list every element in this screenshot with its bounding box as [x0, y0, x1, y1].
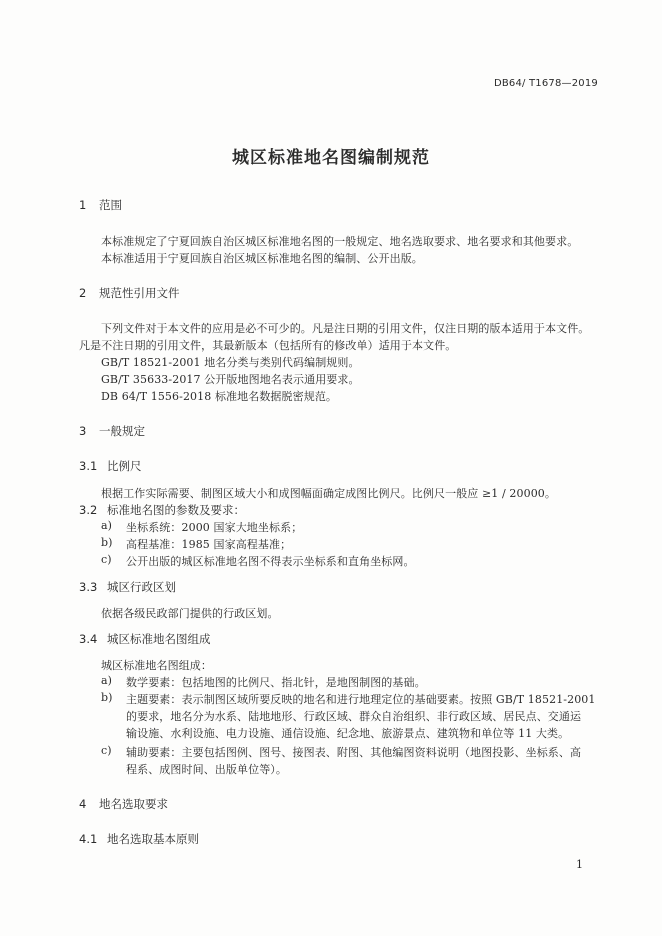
list-item-continuation: 的要求，地名分为水系、陆地地形、行政区域、群众自治组织、非行政区域、居民点、交通运 [126, 710, 582, 723]
section-3-4-intro: 城区标准地名图组成： [101, 659, 212, 672]
section-4-heading [79, 796, 168, 812]
section-title: 一般规定 [99, 424, 145, 438]
section-title: 范围 [99, 198, 122, 212]
section-4-1-heading [79, 831, 199, 847]
section-number: 3 [79, 424, 87, 438]
reference-item: GB/T 35633-2017 公开版地图地名表示通用要求。 [101, 373, 360, 386]
section-title: 城区标准地名图组成 [107, 632, 211, 646]
section-3-heading [79, 423, 145, 439]
section-2-paragraph-line-1: 下列文件对于本文件的应用是必不可少的。凡是注日期的引用文件，仅注日期的版本适用于本文件。 [101, 322, 590, 335]
section-1-paragraph-1: 本标准规定了宁夏回族自治区城区标准地名图的一般规定、地名选取要求、地名要求和其他要求。 [101, 235, 579, 248]
section-1-paragraph-2: 本标准适用于宁夏回族自治区城区标准地名图的编制、公开出版。 [101, 252, 423, 265]
list-item-continuation: 输设施、水利设施、电力设施、通信设施、纪念地、旅游景点、建筑物和单位等 11 大类。 [126, 727, 570, 740]
section-3-4-heading [79, 631, 211, 647]
list-item-label: c) [101, 744, 112, 757]
list-item-text: 辅助要素：主要包括图例、图号、接图表、附图、其他编图资料说明（地图投影、坐标系、高 [126, 746, 582, 759]
list-item-text: 公开出版的城区标准地名图不得表示坐标系和直角坐标网。 [126, 555, 415, 568]
list-item-label: b) [101, 691, 113, 704]
list-item-continuation: 程系、成图时间、出版单位等）。 [126, 763, 287, 776]
section-number: 3.2 [79, 503, 98, 517]
section-number: 1 [79, 198, 87, 212]
section-number: 3.1 [79, 459, 98, 473]
section-number: 2 [79, 286, 87, 300]
section-3-1-heading [79, 458, 142, 474]
section-3-3-heading [79, 579, 176, 595]
section-title: 城区行政区划 [107, 580, 176, 594]
section-number: 4 [79, 797, 87, 811]
list-item-label: c) [101, 553, 112, 566]
section-number: 3.3 [79, 580, 98, 594]
list-item-label: a) [101, 674, 113, 687]
section-3-3-paragraph: 依据各级民政部门提供的行政区划。 [101, 607, 279, 620]
section-title: 标准地名图的参数及要求： [107, 503, 245, 517]
section-1-heading [79, 197, 122, 213]
section-title: 地名选取基本原则 [107, 832, 199, 846]
section-number: 4.1 [79, 832, 98, 846]
list-item-text: 主题要素：表示制图区域所要反映的地名和进行地理定位的基础要素。按照 GB/T 18521-2001 [126, 693, 596, 706]
section-3-2-heading [79, 502, 245, 518]
document-title: 城区标准地名图编制规范 [232, 148, 430, 168]
list-item-text: 坐标系统：2000 国家大地坐标系； [126, 521, 303, 534]
document-number: DB64/ T1678—2019 [493, 78, 598, 89]
section-title: 比例尺 [107, 459, 142, 473]
list-item-label: b) [101, 536, 113, 549]
section-title: 地名选取要求 [99, 797, 168, 811]
section-2-paragraph-line-2: 凡是不注日期的引用文件，其最新版本（包括所有的修改单）适用于本文件。 [79, 339, 457, 352]
section-3-1-paragraph: 根据工作实际需要、制图区域大小和成图幅面确定成图比例尺。比例尺一般应 ≥1 / 20000。 [101, 487, 557, 500]
list-item-label: a) [101, 519, 113, 532]
page-number: 1 [576, 858, 583, 871]
reference-item: GB/T 18521-2001 地名分类与类别代码编制规则。 [101, 356, 360, 369]
list-item-text: 高程基准：1985 国家高程基准； [126, 538, 292, 551]
section-2-heading [79, 285, 180, 301]
reference-item: DB 64/T 1556-2018 标准地名数据脱密规范。 [101, 390, 338, 403]
list-item-text: 数学要素：包括地图的比例尺、指北针，是地图制图的基础。 [126, 676, 426, 689]
section-title: 规范性引用文件 [99, 286, 180, 300]
section-number: 3.4 [79, 632, 98, 646]
